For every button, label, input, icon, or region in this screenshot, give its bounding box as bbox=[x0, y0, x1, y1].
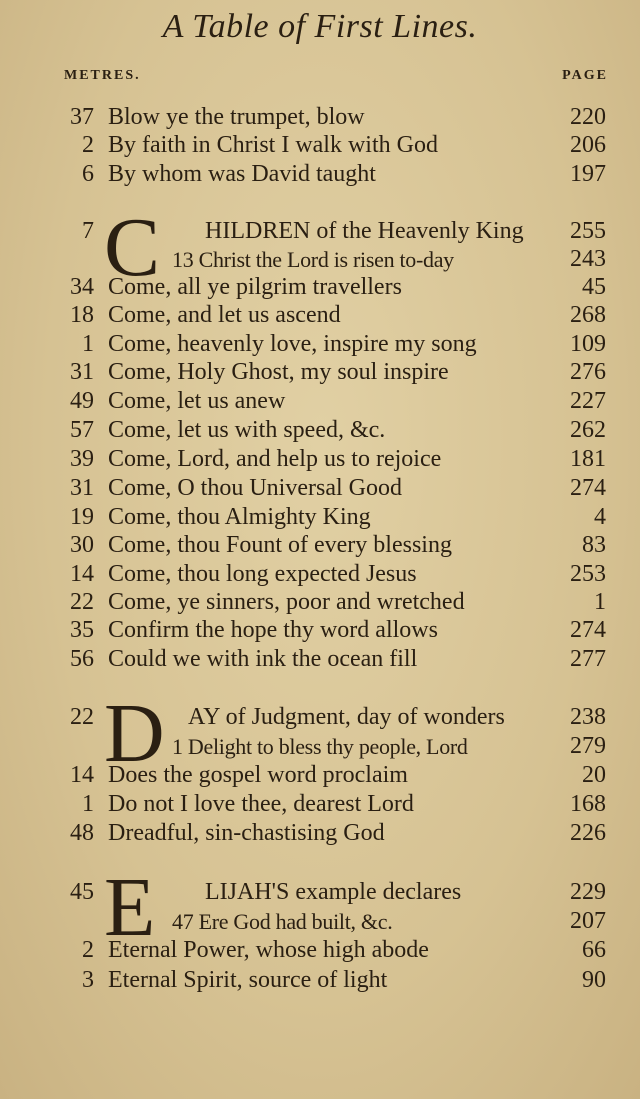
metre-number: 48 bbox=[70, 820, 94, 846]
list-item bbox=[0, 445, 640, 474]
list-item bbox=[0, 330, 640, 359]
metre-number: 22 bbox=[70, 704, 94, 730]
page-number: 255 bbox=[570, 218, 606, 244]
metre-number: 45 bbox=[70, 879, 94, 905]
first-line-text: Dreadful, sin-chastising God bbox=[108, 820, 385, 846]
list-item bbox=[0, 273, 640, 302]
first-line-text: 1 Delight to bless thy people, Lord bbox=[172, 734, 468, 759]
first-line-text: Come, O thou Universal Good bbox=[108, 475, 402, 501]
page-number: 253 bbox=[570, 561, 606, 587]
page-number: 66 bbox=[582, 937, 606, 963]
first-line-text: Come, thou Almighty King bbox=[108, 504, 371, 530]
metres-header: METRES. bbox=[64, 68, 141, 83]
list-item bbox=[0, 103, 640, 132]
drop-cap-c: C bbox=[104, 201, 161, 294]
list-item bbox=[0, 790, 640, 819]
first-line-text: Does the gospel word proclaim bbox=[108, 762, 408, 788]
list-item bbox=[0, 474, 640, 503]
page-number: 274 bbox=[570, 617, 606, 643]
page-number: 83 bbox=[582, 532, 606, 558]
metre-number: 39 bbox=[70, 446, 94, 472]
metre-number: 57 bbox=[70, 417, 94, 443]
drop-cap-e: E bbox=[104, 861, 156, 954]
list-item bbox=[0, 416, 640, 445]
first-line-text: Eternal Power, whose high abode bbox=[108, 937, 429, 963]
page-number: 168 bbox=[570, 791, 606, 817]
list-item bbox=[0, 301, 640, 330]
metre-number: 56 bbox=[70, 646, 94, 672]
metre-number: 18 bbox=[70, 302, 94, 328]
page-number: 274 bbox=[570, 475, 606, 501]
metre-number: 2 bbox=[82, 937, 94, 963]
page-number: 276 bbox=[570, 359, 606, 385]
first-line-text: Could we with ink the ocean fill bbox=[108, 646, 418, 672]
metre-number: 6 bbox=[82, 161, 94, 187]
first-line-text: 47 Ere God had built, &c. bbox=[172, 909, 393, 934]
page-number: 1 bbox=[594, 589, 606, 615]
metre-number: 14 bbox=[70, 561, 94, 587]
page-number: 206 bbox=[570, 132, 606, 158]
list-item bbox=[0, 761, 640, 790]
page-number: 229 bbox=[570, 879, 606, 905]
list-item bbox=[0, 387, 640, 416]
page-number: 45 bbox=[582, 274, 606, 300]
list-item bbox=[0, 878, 640, 907]
page-number: 243 bbox=[570, 246, 606, 272]
list-item bbox=[0, 160, 640, 189]
page-number: 197 bbox=[570, 161, 606, 187]
metre-number: 31 bbox=[70, 359, 94, 385]
first-line-text: Come, thou long expected Jesus bbox=[108, 561, 417, 587]
first-line-text: Come, ye sinners, poor and wretched bbox=[108, 589, 465, 615]
list-item bbox=[0, 907, 640, 936]
metre-number: 14 bbox=[70, 762, 94, 788]
first-line-text: AY of Judgment, day of wonders bbox=[188, 704, 505, 730]
first-line-text: Come, Lord, and help us to rejoice bbox=[108, 446, 442, 472]
list-item bbox=[0, 358, 640, 387]
metre-number: 2 bbox=[82, 132, 94, 158]
list-item bbox=[0, 217, 640, 246]
page-number: 262 bbox=[570, 417, 606, 443]
metre-number: 34 bbox=[70, 274, 94, 300]
first-line-text: Come, Holy Ghost, my soul inspire bbox=[108, 359, 449, 385]
first-line-text: Do not I love thee, dearest Lord bbox=[108, 791, 414, 817]
first-line-text: 13 Christ the Lord is risen to-day bbox=[172, 247, 454, 272]
metre-number: 19 bbox=[70, 504, 94, 530]
page-number: 277 bbox=[570, 646, 606, 672]
page-number: 279 bbox=[570, 733, 606, 759]
list-item bbox=[0, 245, 640, 274]
list-item bbox=[0, 819, 640, 848]
metre-number: 49 bbox=[70, 388, 94, 414]
metre-number: 3 bbox=[82, 967, 94, 993]
first-line-text: Blow ye the trumpet, blow bbox=[108, 104, 365, 130]
first-line-text: Confirm the hope thy word allows bbox=[108, 617, 438, 643]
first-line-text: By whom was David taught bbox=[108, 161, 376, 187]
page-title: A Table of First Lines. bbox=[162, 8, 478, 45]
page-number: 268 bbox=[570, 302, 606, 328]
first-line-text: Come, let us with speed, &c. bbox=[108, 417, 386, 443]
list-item bbox=[0, 732, 640, 761]
page-number: 220 bbox=[570, 104, 606, 130]
metre-number: 30 bbox=[70, 532, 94, 558]
metre-number: 35 bbox=[70, 617, 94, 643]
page-number: 207 bbox=[570, 908, 606, 934]
metre-number: 31 bbox=[70, 475, 94, 501]
first-line-text: Come, heavenly love, inspire my song bbox=[108, 331, 477, 357]
page-number: 238 bbox=[570, 704, 606, 730]
first-line-text: HILDREN of the Heavenly King bbox=[205, 218, 524, 244]
first-line-text: By faith in Christ I walk with God bbox=[108, 132, 438, 158]
page-number: 181 bbox=[570, 446, 606, 472]
page-number: 109 bbox=[570, 331, 606, 357]
list-item bbox=[0, 936, 640, 965]
page-header: PAGE bbox=[562, 68, 608, 83]
metre-number: 22 bbox=[70, 589, 94, 615]
list-item bbox=[0, 616, 640, 645]
first-line-text: Eternal Spirit, source of light bbox=[108, 967, 388, 993]
page-number: 90 bbox=[582, 967, 606, 993]
list-item bbox=[0, 645, 640, 674]
page-number: 20 bbox=[582, 762, 606, 788]
first-line-text: Come, and let us ascend bbox=[108, 302, 341, 328]
page-number: 226 bbox=[570, 820, 606, 846]
first-line-text: Come, all ye pilgrim travellers bbox=[108, 274, 402, 300]
list-item bbox=[0, 703, 640, 732]
list-item bbox=[0, 531, 640, 560]
metre-number: 37 bbox=[70, 104, 94, 130]
first-line-text: Come, let us anew bbox=[108, 388, 286, 414]
metre-number: 1 bbox=[82, 331, 94, 357]
list-item bbox=[0, 560, 640, 589]
list-item bbox=[0, 503, 640, 532]
drop-cap-d: D bbox=[104, 687, 165, 780]
first-line-text: LIJAH'S example declares bbox=[205, 879, 462, 905]
list-item bbox=[0, 131, 640, 160]
page-number: 227 bbox=[570, 388, 606, 414]
page-number: 4 bbox=[594, 504, 606, 530]
metre-number: 1 bbox=[82, 791, 94, 817]
metre-number: 7 bbox=[82, 218, 94, 244]
first-line-text: Come, thou Fount of every blessing bbox=[108, 532, 452, 558]
list-item bbox=[0, 588, 640, 617]
list-item bbox=[0, 966, 640, 995]
